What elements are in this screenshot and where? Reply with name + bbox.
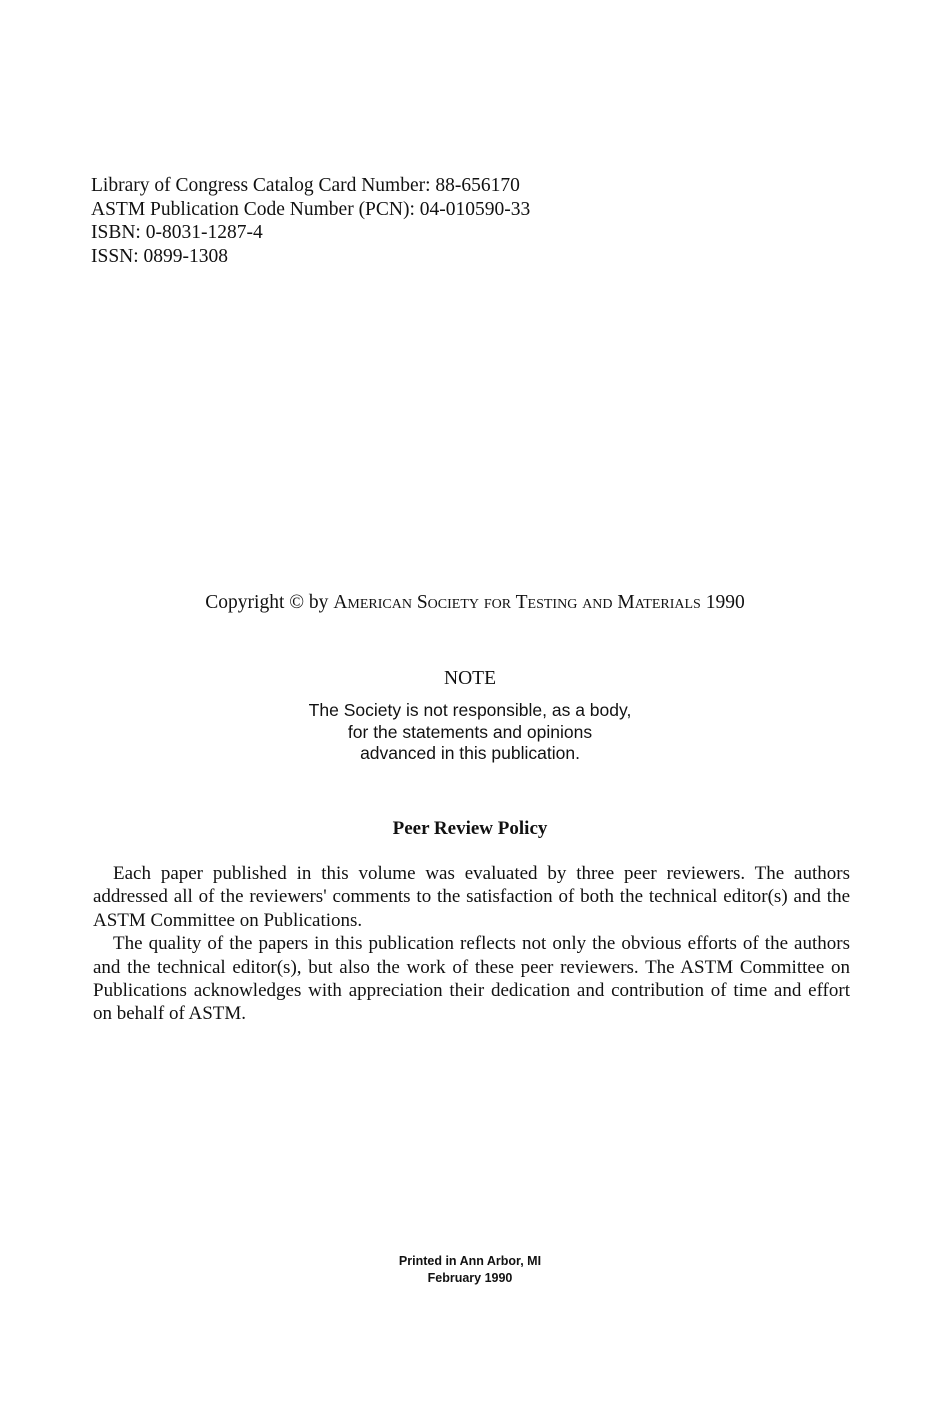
- peer-review-paragraph: The quality of the papers in this publication reflects not only the obvious efforts of the authors and the technical editor(s), but also the work of these peer reviewers. The ASTM Committee on Publications acknowledges with appreciation their dedication and contribution of time and effort on behalf of ASTM.: [93, 933, 850, 1025]
- note-line: advanced in this publication.: [360, 743, 580, 763]
- isbn-line: ISBN: 0-8031-1287-4: [91, 222, 263, 243]
- printed-date: February 1990: [427, 1271, 513, 1285]
- lccn-line: Library of Congress Catalog Card Number: 88-656170: [91, 175, 520, 196]
- note-line: The Society is not responsible, as a body,: [308, 700, 632, 720]
- printing-info: [0, 1253, 940, 1287]
- note-line: for the statements and opinions: [347, 721, 593, 742]
- copyright-prefix: Copyright © by: [205, 592, 329, 613]
- note-heading: NOTE: [444, 668, 496, 689]
- peer-review-paragraph: Each paper published in this volume was evaluated by three peer reviewers. The authors addressed all of the reviewers' comments to the satisfaction of both the technical editor(s) and the ASTM Committee on Publications.: [93, 863, 850, 931]
- copyright-notice: [0, 591, 950, 615]
- copyright-year: 1990: [705, 592, 745, 613]
- publisher-name: American Society for Testing and Materials: [333, 592, 701, 613]
- note-body: [0, 700, 940, 765]
- catalog-info: [91, 174, 530, 268]
- issn-line: ISSN: 0899-1308: [91, 245, 229, 267]
- printed-location: Printed in Ann Arbor, MI: [398, 1254, 542, 1268]
- pcn-line: ASTM Publication Code Number (PCN): 04-010590-33: [91, 198, 531, 220]
- peer-review-heading: Peer Review Policy: [392, 818, 548, 839]
- peer-review-body: [93, 862, 850, 1026]
